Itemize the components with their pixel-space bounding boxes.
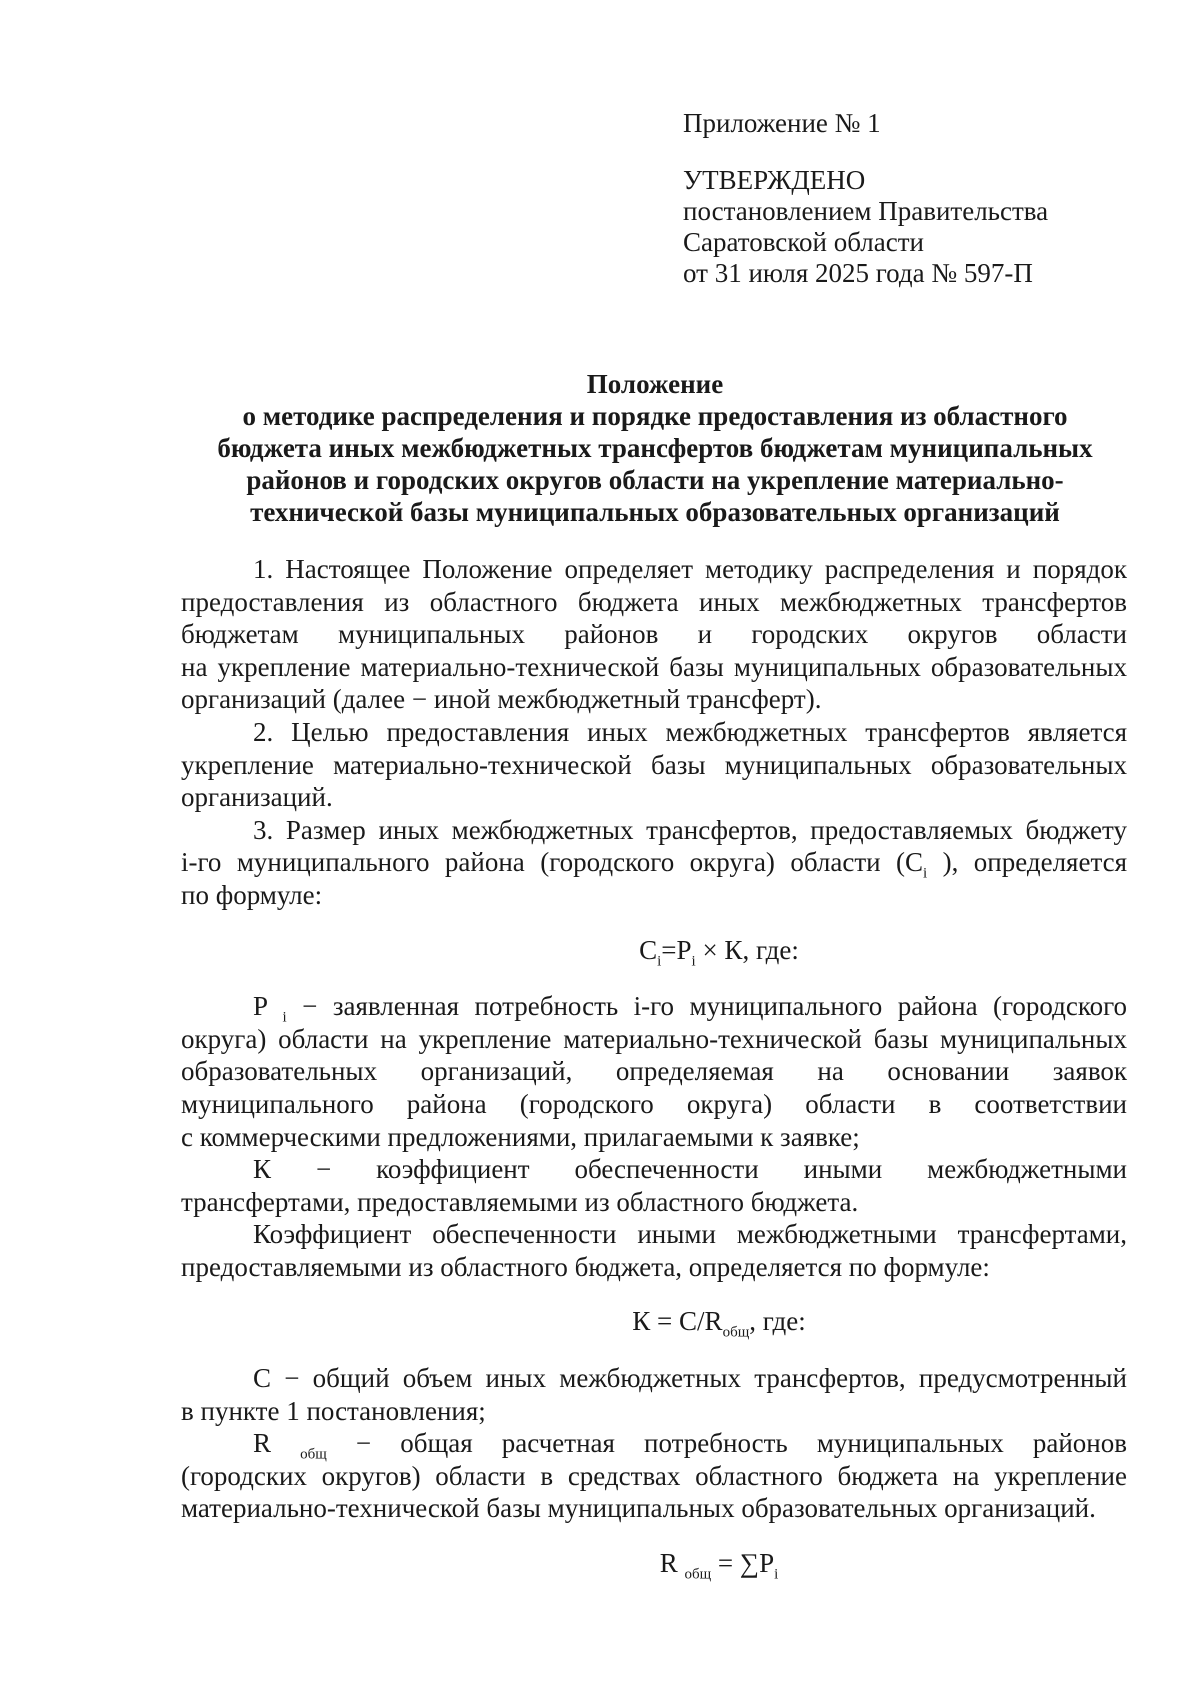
text-line: с коммерческими предложениями, прилагаемыми к заявке; — [181, 1121, 860, 1152]
approved-label: УТВЕРЖДЕНО — [683, 165, 866, 195]
document-title — [180, 368, 1130, 528]
text-line: бюджетам муниципальных районов и городских округов области — [181, 619, 1127, 650]
text-line: трансфертами, предоставляемыми из областного бюджета. — [181, 1186, 859, 1217]
formula-symbol: C — [639, 934, 658, 965]
text-fragment: i-го муниципального района (городского округа) области (C — [181, 847, 924, 878]
formula-k — [181, 1305, 1127, 1341]
subscript: i — [691, 952, 696, 969]
paragraph-3 — [181, 814, 1127, 912]
formula-ci — [181, 934, 1127, 967]
paragraph-1 — [181, 553, 1127, 716]
text-fragment: − заявленная потребность i-го муниципального района (городского — [286, 991, 1128, 1022]
formula-symbol: R — [659, 1548, 678, 1579]
text-line: 3. Размер иных межбюджетных трансфертов, предоставляемых бюджету — [253, 814, 1127, 845]
formula-text: × К, где: — [695, 934, 799, 965]
text-line: К − коэффициент обеспеченности иными межбюджетными — [253, 1154, 1127, 1185]
appendix-label: Приложение № 1 — [683, 108, 881, 138]
approved-by-line: постановлением Правительства — [683, 196, 1049, 226]
definition-p — [181, 990, 1127, 1153]
text-line — [181, 990, 1128, 1026]
subscript: i — [657, 952, 662, 969]
text-line: Коэффициент обеспеченности иными межбюджетными трансфертами, — [253, 1219, 1127, 1250]
definition-k — [181, 1153, 1127, 1218]
text-line: организаций (далее − иной межбюджетный трансферт). — [181, 684, 822, 715]
text-line: (городских округов) области в средствах областного бюджета на укрепление — [181, 1460, 1127, 1491]
text-line: образовательных организаций, определяемая на основании заявок — [181, 1056, 1127, 1087]
subscript: общ — [722, 1324, 750, 1341]
text-line: муниципального района (городского округа) области в соответствии — [181, 1088, 1127, 1119]
text-line: округа) области на укрепление материально-технической базы муниципальных — [181, 1023, 1127, 1054]
k-intro — [181, 1218, 1127, 1283]
title-line: бюджета иных межбюджетных трансфертов бюджетам муниципальных — [217, 433, 1093, 463]
definition-c — [181, 1362, 1127, 1427]
text-line: С − общий объем иных межбюджетных трансфертов, предусмотренный — [253, 1363, 1127, 1394]
document-body — [181, 553, 1127, 1604]
title-line: Положение — [586, 369, 724, 399]
text-line: по формуле: — [181, 879, 323, 910]
text-line: организаций. — [181, 782, 333, 813]
subscript: общ — [684, 1566, 712, 1583]
formula-text: = ∑P — [711, 1548, 775, 1579]
title-line: о методике распределения и порядке предоставления из областного — [242, 401, 1068, 431]
title-line: районов и городских округов области на укрепление материально- — [246, 465, 1064, 495]
text-fragment: − общая расчетная потребность муниципальных районов — [326, 1428, 1127, 1459]
text-line — [181, 846, 1127, 882]
approval-block — [683, 108, 1048, 289]
text-line: 2. Целью предоставления иных межбюджетных трансфертов является — [253, 716, 1127, 747]
formula-text: , где: — [749, 1306, 806, 1337]
subscript: i — [282, 1009, 287, 1026]
paragraph-2 — [181, 716, 1127, 814]
text-line: предоставления из областного бюджета иных межбюджетных трансфертов — [181, 586, 1127, 617]
subscript: i — [774, 1566, 779, 1583]
text-line: 1. Настоящее Положение определяет методику распределения и порядок — [253, 554, 1127, 584]
formula-r-total — [181, 1547, 1127, 1583]
text-line: на укрепление материально-технической базы муниципальных образовательных — [181, 651, 1127, 682]
formula-symbol: =P — [661, 934, 692, 965]
formula-text: К = С/R — [632, 1306, 723, 1337]
subscript: общ — [300, 1446, 327, 1463]
text-line: предоставляемыми из областного бюджета, определяется по формуле: — [181, 1251, 990, 1282]
text-line: в пункте 1 постановления; — [181, 1395, 486, 1426]
title-line: технической базы муниципальных образовательных организаций — [250, 497, 1060, 527]
text-line — [181, 1427, 1127, 1463]
formula-symbol: R — [253, 1428, 272, 1459]
definition-r — [181, 1427, 1127, 1525]
approved-by-date: от 31 июля 2025 года № 597-П — [683, 258, 1033, 288]
formula-symbol: P — [253, 991, 268, 1022]
approved-by-region: Саратовской области — [683, 227, 924, 257]
text-line: укрепление материально-технической базы муниципальных образовательных — [181, 749, 1127, 780]
text-fragment: ), определяется — [927, 847, 1127, 878]
text-line: материально-технической базы муниципальных образовательных организаций. — [181, 1493, 1096, 1524]
subscript: i — [923, 865, 928, 882]
